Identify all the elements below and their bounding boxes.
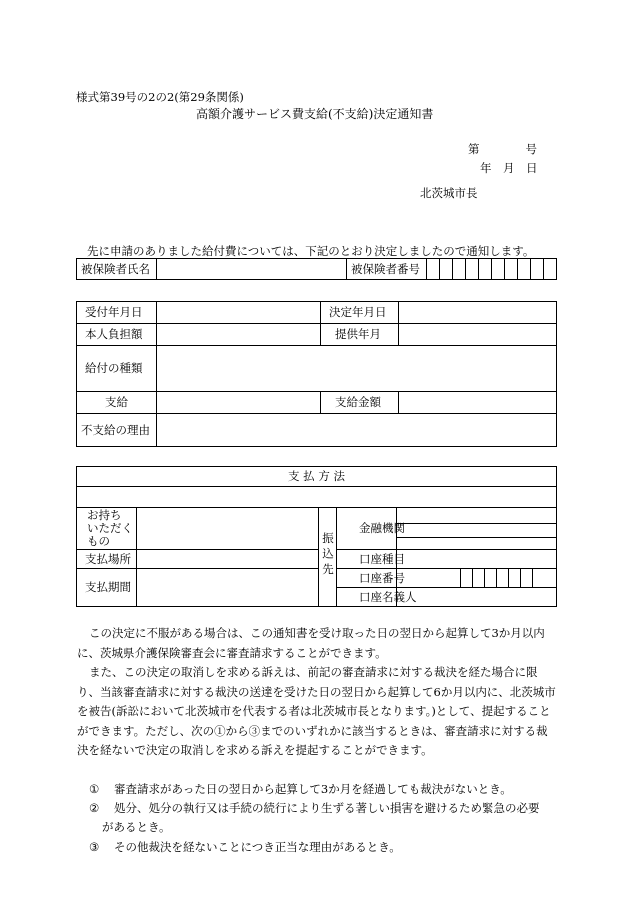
pay-label: 支給 [77, 392, 157, 414]
account-type-field[interactable] [397, 550, 557, 569]
issue-date: 年 月 日 [480, 161, 538, 175]
nonpay-reason-label: 不支給の理由 [77, 414, 157, 447]
insured-number-digit[interactable] [544, 259, 557, 280]
bank-field-lower[interactable] [397, 524, 557, 538]
nonpay-reason-field[interactable] [157, 414, 557, 447]
pay-field[interactable] [157, 392, 321, 414]
received-date-label: 受付年月日 [77, 302, 157, 324]
pay-amount-field[interactable] [399, 392, 557, 414]
transfer-label-cell [319, 508, 337, 607]
account-number-digit[interactable] [533, 569, 557, 588]
account-number-label: 口座番号 [337, 569, 397, 588]
insured-name-field[interactable] [157, 259, 347, 280]
payment-place-field[interactable] [137, 550, 319, 569]
appeal-note-2: また、この決定の取消しを求める訴えは、前記の審査請求に対する裁決を経た場合に限り、当該審査請求に対する裁決の送達を受けた日の翌日から起算して6か月以内に、北茨城市を被告(訴訟において北茨城市を代表する者は北茨城市長となります。)として、提起することができます。ただし、次の①から③までのいずれかに該当するときは、審査請求に対する裁決を経ないで決定の取消しを求める訴えを提起することができます。 [77, 665, 556, 757]
payment-period-field[interactable] [137, 569, 319, 607]
item-2-number: ② [89, 801, 100, 815]
insured-number-label: 被保険者番号 [347, 259, 427, 280]
account-number-digit[interactable] [461, 569, 473, 588]
item-1-number: ① [89, 782, 100, 796]
insured-number-digit[interactable] [427, 259, 440, 280]
provided-month-label: 提供年月 [321, 324, 399, 346]
account-number-digit[interactable] [497, 569, 509, 588]
insured-number-digit[interactable] [518, 259, 531, 280]
insured-number-digit[interactable] [479, 259, 492, 280]
decision-table [76, 301, 557, 447]
payment-period-label: 支払期間 [77, 569, 137, 607]
benefit-type-field[interactable] [157, 346, 557, 392]
insured-number-digit[interactable] [505, 259, 518, 280]
self-pay-field[interactable] [157, 324, 321, 346]
account-number-digit[interactable] [485, 569, 497, 588]
bank-branch-field[interactable] [397, 538, 557, 550]
account-number-field[interactable] [397, 569, 461, 588]
account-holder-field[interactable] [397, 588, 557, 607]
document-title: 高額介護サービス費支給(不支給)決定通知書 [196, 107, 434, 121]
self-pay-label: 本人負担額 [77, 324, 157, 346]
decided-date-label: 決定年月日 [321, 302, 399, 324]
transfer-label: 振込先 [321, 532, 335, 579]
payment-method-field[interactable] [77, 487, 557, 508]
insured-table [76, 258, 557, 280]
document-number: 第 号 [468, 142, 537, 156]
account-number-digit[interactable] [521, 569, 533, 588]
account-number-digit[interactable] [509, 569, 521, 588]
pay-amount-label: 支給金額 [321, 392, 399, 414]
insured-number-digit[interactable] [531, 259, 544, 280]
payment-table [76, 466, 557, 607]
payment-method-title: 支 払 方 法 [77, 467, 557, 487]
issuer: 北茨城市長 [420, 186, 478, 200]
payment-place-label: 支払場所 [77, 550, 137, 569]
insured-number-digit[interactable] [453, 259, 466, 280]
insured-number-digit[interactable] [440, 259, 453, 280]
item-3-text: その他裁決を経ないことにつき正当な理由があるとき。 [114, 840, 401, 854]
item-3-number: ③ [89, 840, 100, 854]
item-2-text: 処分、処分の執行又は手続の続行により生ずる著しい損害を避けるため緊急の必要 [114, 801, 540, 815]
bank-field-upper[interactable] [397, 508, 557, 524]
bank-label: 金融機関 [337, 508, 397, 550]
account-holder-label: 口座名義人 [337, 588, 397, 607]
insured-number-digit[interactable] [466, 259, 479, 280]
item-1-text: 審査請求があった日の翌日から起算して3か月を経過しても裁決がないとき。 [114, 782, 512, 796]
intro-text: 先に申請のありました給付費については、下記のとおり決定しましたので通知します。 [87, 244, 535, 258]
bring-items-label: お持ち いただく もの [77, 508, 137, 550]
account-type-label: 口座種目 [337, 550, 397, 569]
received-date-field[interactable] [157, 302, 321, 324]
form-number: 様式第39号の2の2(第29条関係) [76, 90, 244, 104]
provided-month-field[interactable] [399, 324, 557, 346]
appeal-note-1: この決定に不服がある場合は、この通知書を受け取った日の翌日から起算して3か月以内に、茨城県介護保険審査会に審査請求することができます。 [77, 626, 545, 660]
insured-name-label: 被保険者氏名 [77, 259, 157, 280]
decided-date-field[interactable] [399, 302, 557, 324]
bring-items-field[interactable] [137, 508, 319, 550]
benefit-type-label: 給付の種類 [77, 346, 157, 392]
item-2-text-cont: があるとき。 [102, 820, 171, 834]
insured-number-digit[interactable] [492, 259, 505, 280]
account-number-digit[interactable] [473, 569, 485, 588]
